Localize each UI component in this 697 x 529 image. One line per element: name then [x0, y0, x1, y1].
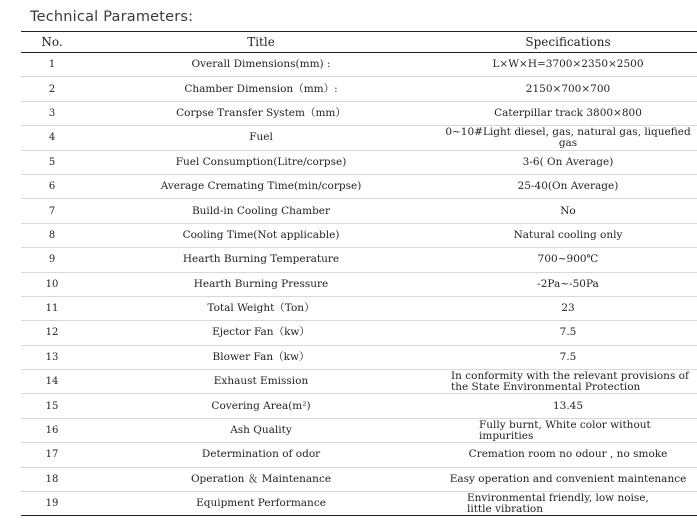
row-title: Hearth Burning Temperature — [83, 248, 439, 272]
row-title: Average Cremating Time(min/corpse) — [83, 174, 439, 198]
row-specification: 0~10#Light diesel, gas, natural gas, liquefied gas — [439, 126, 697, 150]
row-title: Cooling Time(Not applicable) — [83, 223, 439, 247]
row-title: Overall Dimensions(mm) : — [83, 53, 439, 77]
row-specification: 23 — [439, 296, 697, 320]
column-header-title: Title — [83, 32, 439, 53]
table-row — [21, 492, 697, 516]
row-number: 11 — [21, 296, 83, 320]
row-number: 3 — [21, 101, 83, 125]
row-specification: 25-40(On Average) — [439, 174, 697, 198]
row-specification: 2150×700×700 — [439, 77, 697, 101]
row-title: Build-in Cooling Chamber — [83, 199, 439, 223]
table-row — [21, 223, 697, 247]
column-header-no: No. — [21, 32, 83, 53]
row-specification: 13.45 — [439, 394, 697, 418]
row-specification: Cremation room no odour , no smoke — [439, 443, 697, 467]
table-row — [21, 126, 697, 150]
row-specification: Natural cooling only — [439, 223, 697, 247]
table-row — [21, 394, 697, 418]
row-number: 13 — [21, 345, 83, 369]
row-number: 14 — [21, 370, 83, 394]
table-row — [21, 272, 697, 296]
table-row — [21, 296, 697, 320]
row-specification: Environmental friendly, low noise, little vibration — [439, 492, 697, 516]
row-specification: No — [439, 199, 697, 223]
row-number: 16 — [21, 418, 83, 442]
table-row — [21, 150, 697, 174]
technical-parameters-table — [21, 31, 697, 516]
row-number: 10 — [21, 272, 83, 296]
row-title: Total Weight（Ton） — [83, 296, 439, 320]
row-number: 2 — [21, 77, 83, 101]
row-specification: Caterpillar track 3800×800 — [439, 101, 697, 125]
row-specification: 7.5 — [439, 321, 697, 345]
row-title: Operation ＆ Maintenance — [83, 467, 439, 491]
row-number: 7 — [21, 199, 83, 223]
table-row — [21, 53, 697, 77]
table-row — [21, 101, 697, 125]
row-specification: 7.5 — [439, 345, 697, 369]
row-number: 6 — [21, 174, 83, 198]
row-number: 4 — [21, 126, 83, 150]
row-title: Blower Fan（kw） — [83, 345, 439, 369]
row-title: Determination of odor — [83, 443, 439, 467]
row-number: 17 — [21, 443, 83, 467]
row-number: 18 — [21, 467, 83, 491]
table-row — [21, 467, 697, 491]
row-specification: In conformity with the relevant provisions of the State Environmental Protection — [439, 370, 697, 394]
row-number: 5 — [21, 150, 83, 174]
row-specification: 3-6( On Average) — [439, 150, 697, 174]
row-title: Fuel — [83, 126, 439, 150]
table-row — [21, 77, 697, 101]
row-number: 15 — [21, 394, 83, 418]
table-row — [21, 370, 697, 394]
row-specification: L×W×H=3700×2350×2500 — [439, 53, 697, 77]
table-row — [21, 418, 697, 442]
table-row — [21, 443, 697, 467]
row-number: 9 — [21, 248, 83, 272]
row-number: 1 — [21, 53, 83, 77]
row-title: Hearth Burning Pressure — [83, 272, 439, 296]
row-specification: 700~900℃ — [439, 248, 697, 272]
row-specification: Easy operation and convenient maintenance — [439, 467, 697, 491]
row-title: Fuel Consumption(Litre/corpse) — [83, 150, 439, 174]
row-title: Ejector Fan（kw） — [83, 321, 439, 345]
table-row — [21, 248, 697, 272]
row-number: 12 — [21, 321, 83, 345]
table-header-row — [21, 32, 697, 53]
column-header-specifications: Specifications — [439, 32, 697, 53]
row-title: Equipment Performance — [83, 492, 439, 516]
row-title: Covering Area(m²) — [83, 394, 439, 418]
row-title: Corpse Transfer System（mm） — [83, 101, 439, 125]
row-title: Exhaust Emission — [83, 370, 439, 394]
row-number: 8 — [21, 223, 83, 247]
table-row — [21, 345, 697, 369]
table-row — [21, 199, 697, 223]
section-heading: Technical Parameters: — [30, 9, 194, 25]
table-row — [21, 321, 697, 345]
table-row — [21, 174, 697, 198]
row-title: Ash Quality — [83, 418, 439, 442]
row-specification: -2Pa~-50Pa — [439, 272, 697, 296]
row-title: Chamber Dimension（mm）: — [83, 77, 439, 101]
row-number: 19 — [21, 492, 83, 516]
row-specification: Fully burnt, White color without impurities — [439, 418, 697, 442]
